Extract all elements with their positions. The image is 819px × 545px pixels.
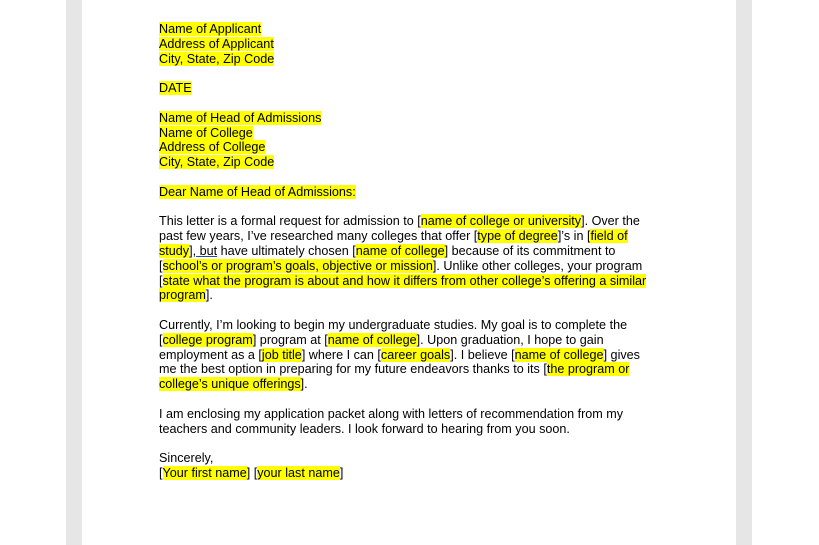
recipient-city-state-zip: City, State, Zip Code xyxy=(159,155,275,170)
paragraph-2 xyxy=(159,318,659,392)
p1-text: ] xyxy=(189,243,193,258)
applicant-address: Address of Applicant xyxy=(159,36,274,51)
p1-text: ] because of its commitment to [ xyxy=(159,243,616,273)
salutation-text: Dear Name of Head of Admissions: xyxy=(159,184,356,199)
page-margin-right xyxy=(736,0,752,545)
recipient-block xyxy=(159,111,659,170)
p1-text: have ultimately chosen [ xyxy=(217,243,356,258)
p2-placeholder-name-of-college-2: name of college xyxy=(514,347,604,362)
p2-text: ]. I believe [ xyxy=(450,347,515,362)
p1-placeholder-college-or-university: name of college or university xyxy=(420,214,582,229)
p1-text: This letter is a formal request for admission to [ xyxy=(159,214,421,229)
signature-last-name: your last name xyxy=(257,465,340,480)
document-page[interactable] xyxy=(82,0,736,545)
p2-placeholder-name-of-college: name of college xyxy=(327,332,417,347)
p1-placeholder-program-description: state what the program is about and how it differs from other college’s offering a similar program xyxy=(159,273,647,303)
p1-tracked-change: , but xyxy=(192,243,218,258)
signature-first-name: Your first name xyxy=(162,465,247,480)
recipient-college: Name of College xyxy=(159,125,253,140)
canvas-gutter-right xyxy=(752,0,819,545)
closing: Sincerely, xyxy=(159,451,214,466)
p1-placeholder-goals: school’s or program’s goals, objective or mission xyxy=(162,258,433,273)
p1-text: ]’s in [ xyxy=(557,229,591,244)
p2-text: Currently, I’m looking to begin my undergraduate studies. My goal is to complete the [ xyxy=(159,317,628,347)
p2-text: ] program at [ xyxy=(252,332,328,347)
p2-text: ]. xyxy=(300,377,308,392)
canvas-gutter-left xyxy=(0,0,66,545)
p2-text: ]. Upon graduation, I hope to gain employment as a [ xyxy=(159,332,604,362)
salutation xyxy=(159,185,659,200)
letter-body[interactable] xyxy=(159,22,659,481)
date-block xyxy=(159,81,659,96)
p2-text: ] gives me the best option in preparing for my future endeavors thanks to its [ xyxy=(159,347,640,377)
p2-placeholder-unique-offerings: the program or college’s unique offerings xyxy=(159,362,630,392)
page-margin-left xyxy=(66,0,82,545)
applicant-name: Name of Applicant xyxy=(159,22,262,36)
signature xyxy=(159,466,659,481)
signature-text: [ xyxy=(159,465,163,480)
p2-placeholder-career-goals: career goals xyxy=(380,347,451,362)
p1-text: ]. Over the past few years, I’ve researched many colleges that offer [ xyxy=(159,214,640,244)
applicant-city-state-zip: City, State, Zip Code xyxy=(159,51,275,66)
p2-placeholder-college-program: college program xyxy=(162,332,253,347)
p1-text: ]. Unlike other colleges, your program [ xyxy=(159,258,643,288)
signature-text: ] [ xyxy=(246,465,258,480)
p1-text: ]. xyxy=(205,288,213,303)
recipient-name: Name of Head of Admissions xyxy=(159,110,322,125)
p1-placeholder-type-of-degree: type of degree xyxy=(477,229,558,244)
p2-text: ] where I can [ xyxy=(301,347,381,362)
paragraph-1 xyxy=(159,214,659,303)
p1-placeholder-name-of-college: name of college xyxy=(355,243,445,258)
recipient-address: Address of College xyxy=(159,140,266,155)
signature-text: ] xyxy=(339,465,344,480)
letter-date: DATE xyxy=(159,81,192,96)
p1-placeholder-field-of-study: field of study xyxy=(159,229,628,258)
p2-placeholder-job-title: job title xyxy=(261,347,302,362)
applicant-block xyxy=(159,22,659,66)
paragraph-3: I am enclosing my application packet along with letters of recommendation from my teachers and community leaders. I look forward to hearing from you soon. xyxy=(159,406,624,436)
